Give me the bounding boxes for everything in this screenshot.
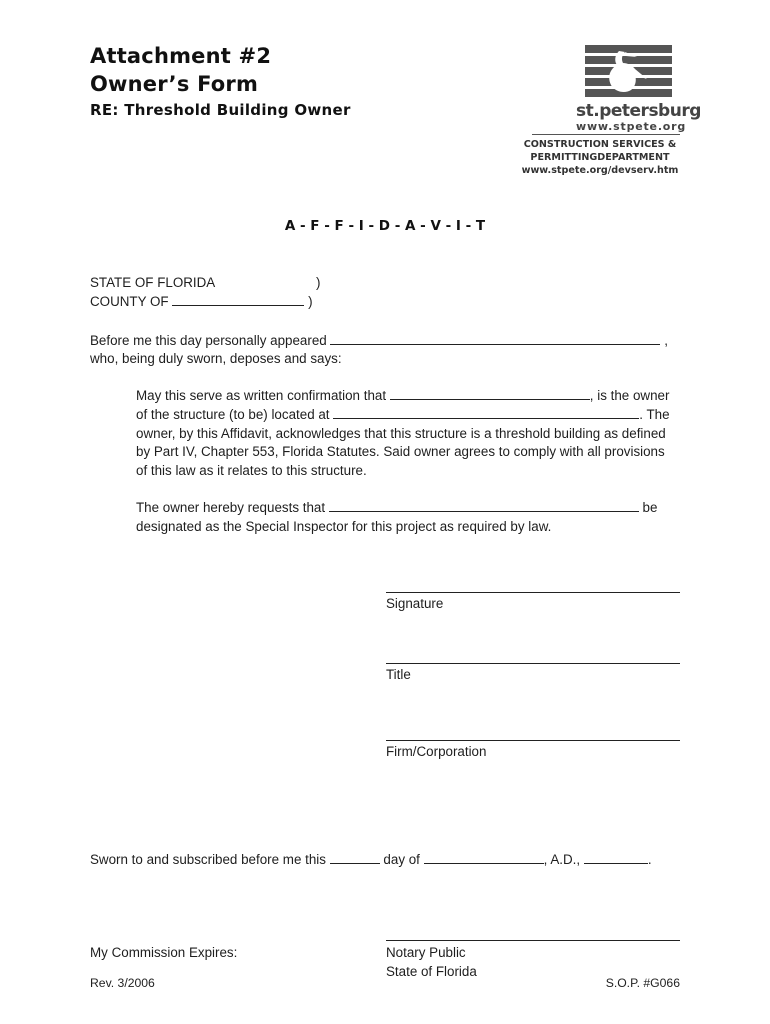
para1-the-text: . The (639, 407, 670, 422)
intro-appeared-text: Before me this day personally appeared (90, 333, 327, 348)
special-inspector-blank[interactable] (329, 499, 639, 512)
sworn-year-blank[interactable] (584, 851, 648, 864)
notary-line[interactable] (386, 940, 680, 941)
sworn-day-blank[interactable] (330, 851, 380, 864)
firm-label: Firm/Corporation (386, 744, 487, 759)
sworn-period: . (647, 852, 652, 867)
dept-line-1: CONSTRUCTION SERVICES & (523, 139, 677, 150)
intro-comma: , (664, 333, 668, 348)
revision-label: Rev. 3/2006 (90, 976, 155, 990)
state-label: STATE OF FLORIDA (90, 275, 216, 290)
city-logo (585, 45, 672, 99)
county-blank[interactable] (172, 293, 304, 306)
document-title: Attachment #2 (90, 44, 272, 68)
signature-label: Signature (386, 596, 444, 611)
sworn-text: Sworn to and subscribed before me this (90, 852, 326, 867)
para1-line-5: of this law as it relates to this structure. (136, 463, 367, 478)
commission-expires-label: My Commission Expires: (90, 945, 238, 960)
para1-confirmation-text: May this serve as written confirmation that (136, 388, 387, 403)
para1-line-3: owner, by this Affidavit, acknowledges that this structure is a threshold building as defined (136, 426, 666, 441)
notary-state-label: State of Florida (386, 964, 477, 979)
structure-location-blank[interactable] (333, 406, 639, 419)
para1-line-4: by Part IV, Chapter 553, Florida Statutes. Said owner agrees to comply with all provisions (136, 444, 665, 459)
sworn-day-of-text: day of (383, 852, 420, 867)
re-line: RE: Threshold Building Owner (90, 101, 351, 119)
signature-line[interactable] (386, 592, 680, 593)
pelican-icon (585, 45, 672, 99)
para1-located-text: of the structure (to be) located at (136, 407, 330, 422)
owner-name-blank[interactable] (390, 387, 590, 400)
affiant-name-blank[interactable] (330, 332, 660, 345)
intro-sworn-text: who, being duly sworn, deposes and says: (90, 351, 342, 366)
sworn-month-blank[interactable] (424, 851, 544, 864)
county-label: COUNTY OF (90, 294, 169, 309)
para2-line-2: designated as the Special Inspector for this project as required by law. (136, 519, 552, 534)
state-paren: ) (316, 275, 321, 290)
dept-url: www.stpete.org/devserv.htm (521, 165, 679, 176)
notary-public-label: Notary Public (386, 945, 466, 960)
logo-url: www.stpete.org (576, 120, 687, 133)
logo-divider (532, 134, 680, 135)
sworn-ad-text: , A.D., (543, 852, 581, 867)
para1-owner-text: , is the owner (589, 388, 670, 403)
para2-be-text: be (642, 500, 658, 515)
title-label: Title (386, 667, 411, 682)
sop-number: S.O.P. #G066 (605, 976, 680, 990)
para2-request-text: The owner hereby requests that (136, 500, 326, 515)
county-paren: ) (308, 294, 313, 309)
title-line[interactable] (386, 663, 680, 664)
logo-city-name: st.petersburg (576, 101, 701, 121)
dept-line-2: PERMITTINGDEPARTMENT (530, 152, 670, 163)
document-subtitle: Owner’s Form (90, 72, 259, 96)
firm-line[interactable] (386, 740, 680, 741)
affidavit-heading: A - F - F - I - D - A - V - I - T (284, 218, 486, 234)
